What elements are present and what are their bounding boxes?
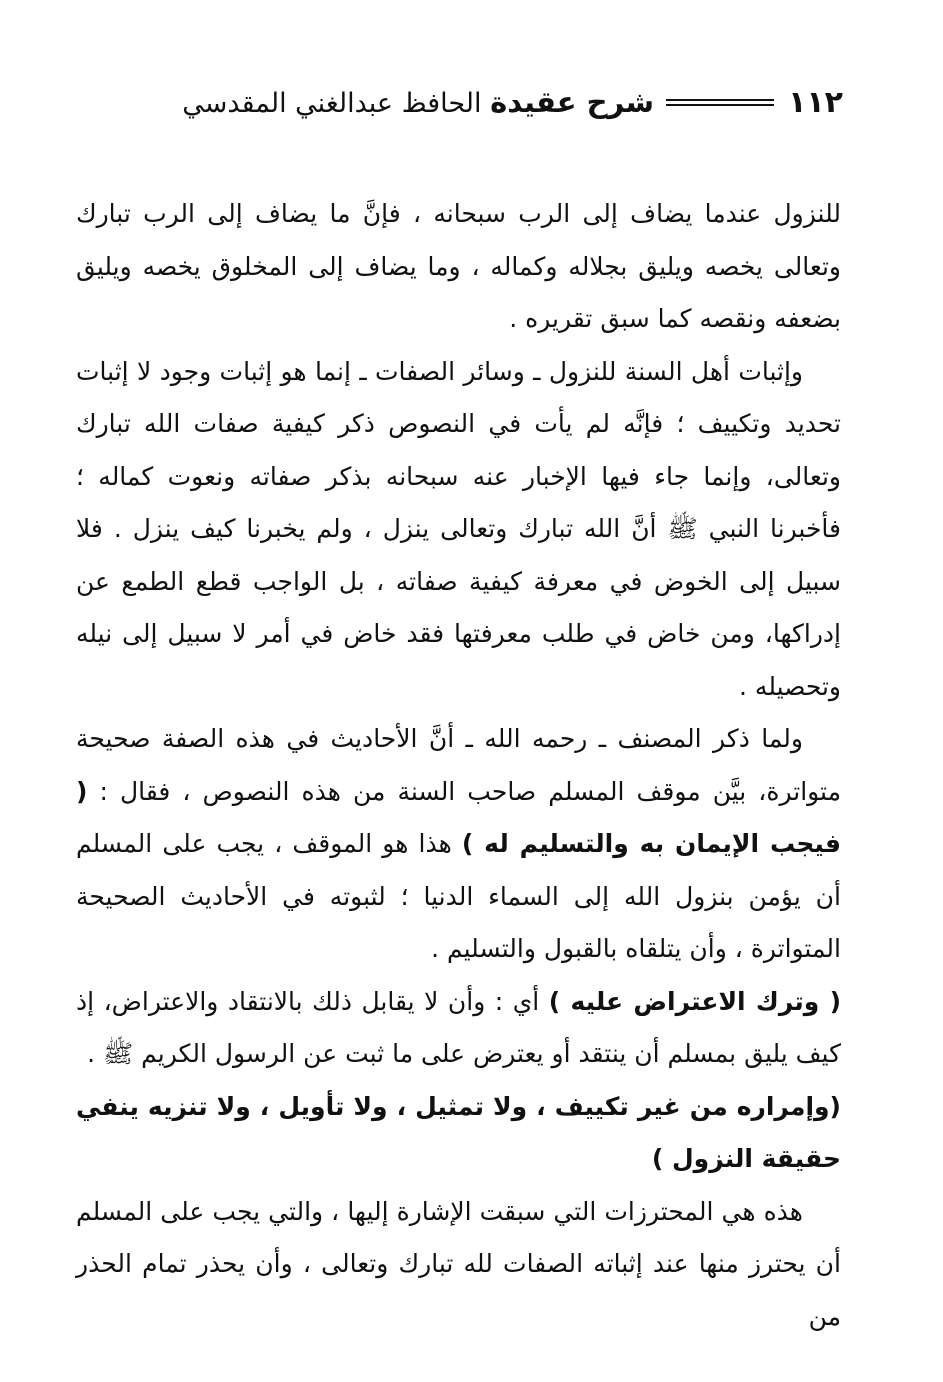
page-body bbox=[76, 188, 841, 1343]
paragraph-6: هذه هي المحترزات التي سبقت الإشارة إليها ، والتي يجب على المسلم أن يحترز منها عند إثباته الصفات لله تبارك وتعالى ، وأن يحذر تمام الحذر من bbox=[76, 1196, 841, 1331]
paragraph-3-text-b: هذا هو الموقف ، يجب على المسلم أن يؤمن بنزول الله إلى السماء الدنيا ؛ لثبوته في الأحاديث الصحيحة المتواترة ، وأن يتلقاه بالقبول والتسليم . bbox=[76, 829, 841, 963]
running-title-rest: الحافظ عبدالغني المقدسي bbox=[182, 88, 491, 119]
paragraph-3 bbox=[76, 713, 841, 976]
header-rule bbox=[666, 99, 774, 106]
paragraph-2: وإثبات أهل السنة للنزول ـ وسائر الصفات ـ إنما هو إثبات وجود لا إثبات تحديد وتكييف ؛ فإنَّه لم يأت في النصوص ذكر كيفية صفات الله تبارك وتعالى، وإنما جاء فيها الإخبار عنه سبحانه بذكر صفاته ونعوت كماله ؛ فأخبرنا النبي ﷺ أنَّ الله تبارك وتعالى ينزل ، ولم يخبرنا كيف ينزل . فلا سبيل إلى الخوض في معرفة كيفية صفاته ، بل الواجب قطع الطمع عن إدراكها، ومن خاض في طلب معرفتها فقد خاض في أمر لا سبيل إلى نيله وتحصيله . bbox=[76, 356, 841, 701]
paragraph-4 bbox=[76, 976, 841, 1081]
paragraph-3-text-a: ولما ذكر المصنف ـ رحمه الله ـ أنَّ الأحاديث في هذه الصفة صحيحة متواترة، بيَّن موقف المسلم صاحب السنة من هذه النصوص ، فقال : bbox=[76, 724, 841, 806]
paragraph-4-quote: ( وترك الاعتراض عليه ) bbox=[548, 986, 841, 1016]
paragraph-5 bbox=[76, 1081, 841, 1186]
page-header bbox=[70, 78, 843, 126]
paragraph-5-quote: (وإمراره من غير تكييف ، ولا تمثيل ، ولا تأويل ، ولا تنزيه ينفي حقيقة النزول ) bbox=[76, 1091, 841, 1173]
page-number: ١١٢ bbox=[788, 84, 843, 120]
paragraph-4-text: أي : وأن لا يقابل ذلك بالانتقاد والاعتراض، إذ كيف يليق بمسلم أن ينتقد أو يعترض على ما ثبت عن الرسول الكريم ﷺ . bbox=[76, 986, 841, 1068]
paragraph-3-quote: ( فيجب الإيمان به والتسليم له ) bbox=[76, 776, 842, 858]
paragraph-1: للنزول عندما يضاف إلى الرب سبحانه ، فإنَّ ما يضاف إلى الرب تبارك وتعالى يخصه ويليق بجلاله وكماله ، وما يضاف إلى المخلوق يخصه ويليق بضعفه ونقصه كما سبق تقريره . bbox=[76, 199, 841, 333]
running-title-bold: شرح عقيدة bbox=[490, 85, 655, 119]
running-title bbox=[182, 85, 654, 119]
